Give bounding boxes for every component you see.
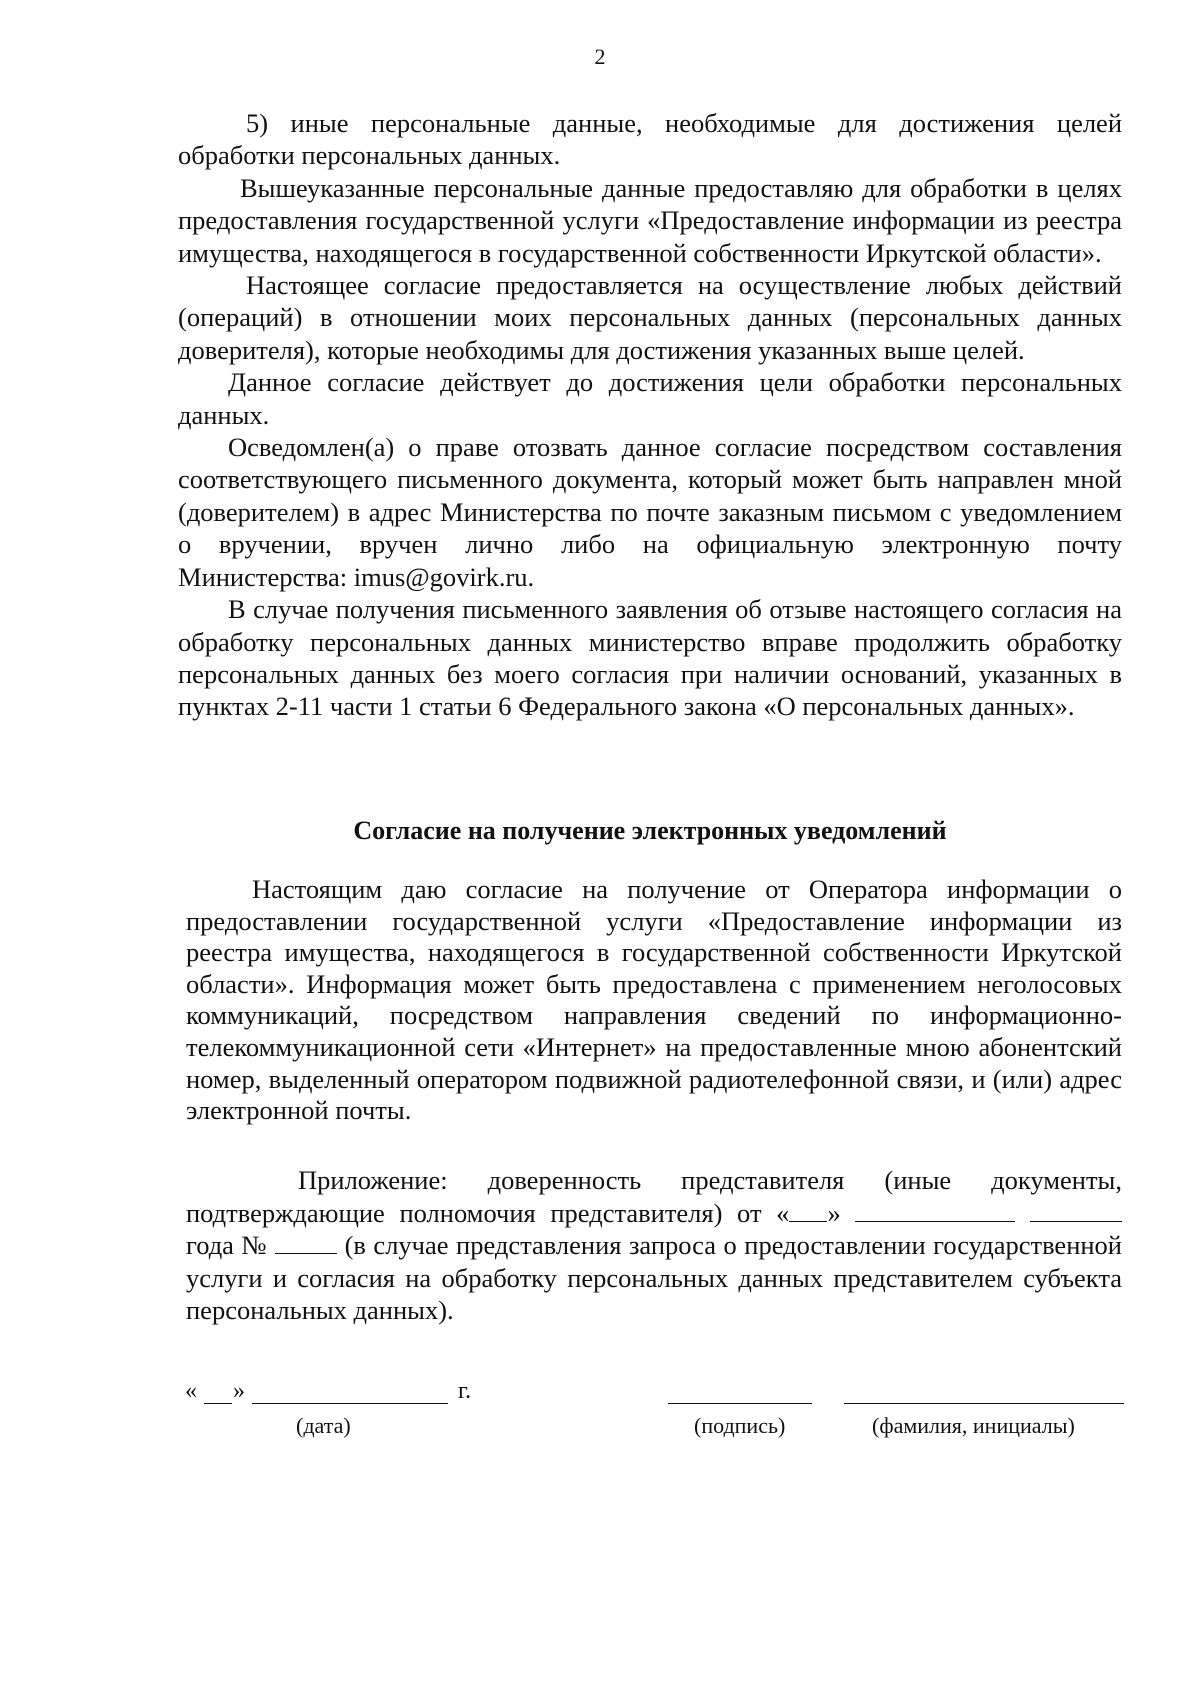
attachment-text-1: Приложение: доверенность представителя (иные документы, подтверждающие полномочия представителя) от «	[186, 1165, 1122, 1228]
date-month-line[interactable]	[252, 1403, 448, 1404]
name-caption: (фамилия, инициалы)	[872, 1413, 1075, 1438]
page-number: 2	[594, 44, 606, 69]
date-quote-close: »	[233, 1378, 245, 1404]
signature-caption: (подпись)	[694, 1413, 786, 1438]
notification-consent-body	[186, 874, 1122, 1127]
attachment-text-3: года №	[186, 1230, 268, 1261]
date-year-suffix: г.	[458, 1378, 472, 1404]
attachment-block	[186, 1164, 1122, 1327]
attachment-text-4: (в случае представления запроса о предоставлении государственной услуги и согласия на обработку персональных данных представителем субъекта персональных данных).	[186, 1230, 1122, 1326]
paragraph-other-data: 5) иные персональные данные, необходимые для достижения целей обработки персональных данных.	[178, 108, 1122, 171]
date-quote-open: «	[185, 1378, 197, 1404]
signature-line[interactable]	[668, 1403, 812, 1404]
paragraph-purpose: Вышеуказанные персональные данные предоставляю для обработки в целях предоставления государственной услуги «Предоставление информации из реестра имущества, находящегося в государственной собственности Иркутской области».	[178, 172, 1122, 268]
date-caption: (дата)	[296, 1413, 351, 1438]
paragraph-scope: Настоящее согласие предоставляется на осуществление любых действий (операций) в отношении моих персональных данных (персональных данных доверителя), которые необходимы для достижения указанных выше целей.	[178, 270, 1122, 365]
attachment-month-blank[interactable]	[855, 1199, 1015, 1222]
attachment-number-blank[interactable]	[275, 1231, 337, 1254]
date-day-line[interactable]	[204, 1403, 232, 1404]
paragraph-validity: Данное согласие действует до достижения цели обработки персональных данных.	[178, 367, 1122, 430]
consent-body	[178, 107, 1122, 723]
signature-row	[0, 1378, 1200, 1458]
section-heading: Согласие на получение электронных уведомлений	[353, 816, 947, 845]
attachment-text-2: »	[827, 1197, 841, 1228]
paragraph-withdrawal: Осведомлен(а) о праве отозвать данное согласие посредством составления соответствующего письменного документа, который может быть направлен мной (доверителем) в адрес Министерства по почте заказным письмом с уведомлением о вручении, вручен лично либо на официальную электронную почту Министерства: imus@govirk.ru.	[178, 432, 1122, 592]
paragraph-notification-consent: Настоящим даю согласие на получение от Оператора информации о предоставлении государственной услуги «Предоставление информации из реестра имущества, находящегося в государственной собственности Иркутской области». Информация может быть предоставлена с применением неголосовых коммуникаций, посредством направления сведений по информационно-телекоммуникационной сети «Интернет» на предоставленные мною абонентский номер, выделенный оператором подвижной радиотелефонной связи, и (или) адрес электронной почты.	[186, 874, 1122, 1126]
paragraph-continuation: В случае получения письменного заявления об отзыве настоящего согласия на обработку персональных данных министерство вправе продолжить обработку персональных данных без моего согласия при наличии оснований, указанных в пунктах 2-11 части 1 статьи 6 Федерального закона «О персональных данных».	[178, 594, 1122, 722]
name-line[interactable]	[844, 1403, 1124, 1404]
attachment-year-blank[interactable]	[1030, 1199, 1122, 1222]
paragraph-attachment	[186, 1164, 1122, 1327]
attachment-day-blank[interactable]	[789, 1199, 827, 1222]
